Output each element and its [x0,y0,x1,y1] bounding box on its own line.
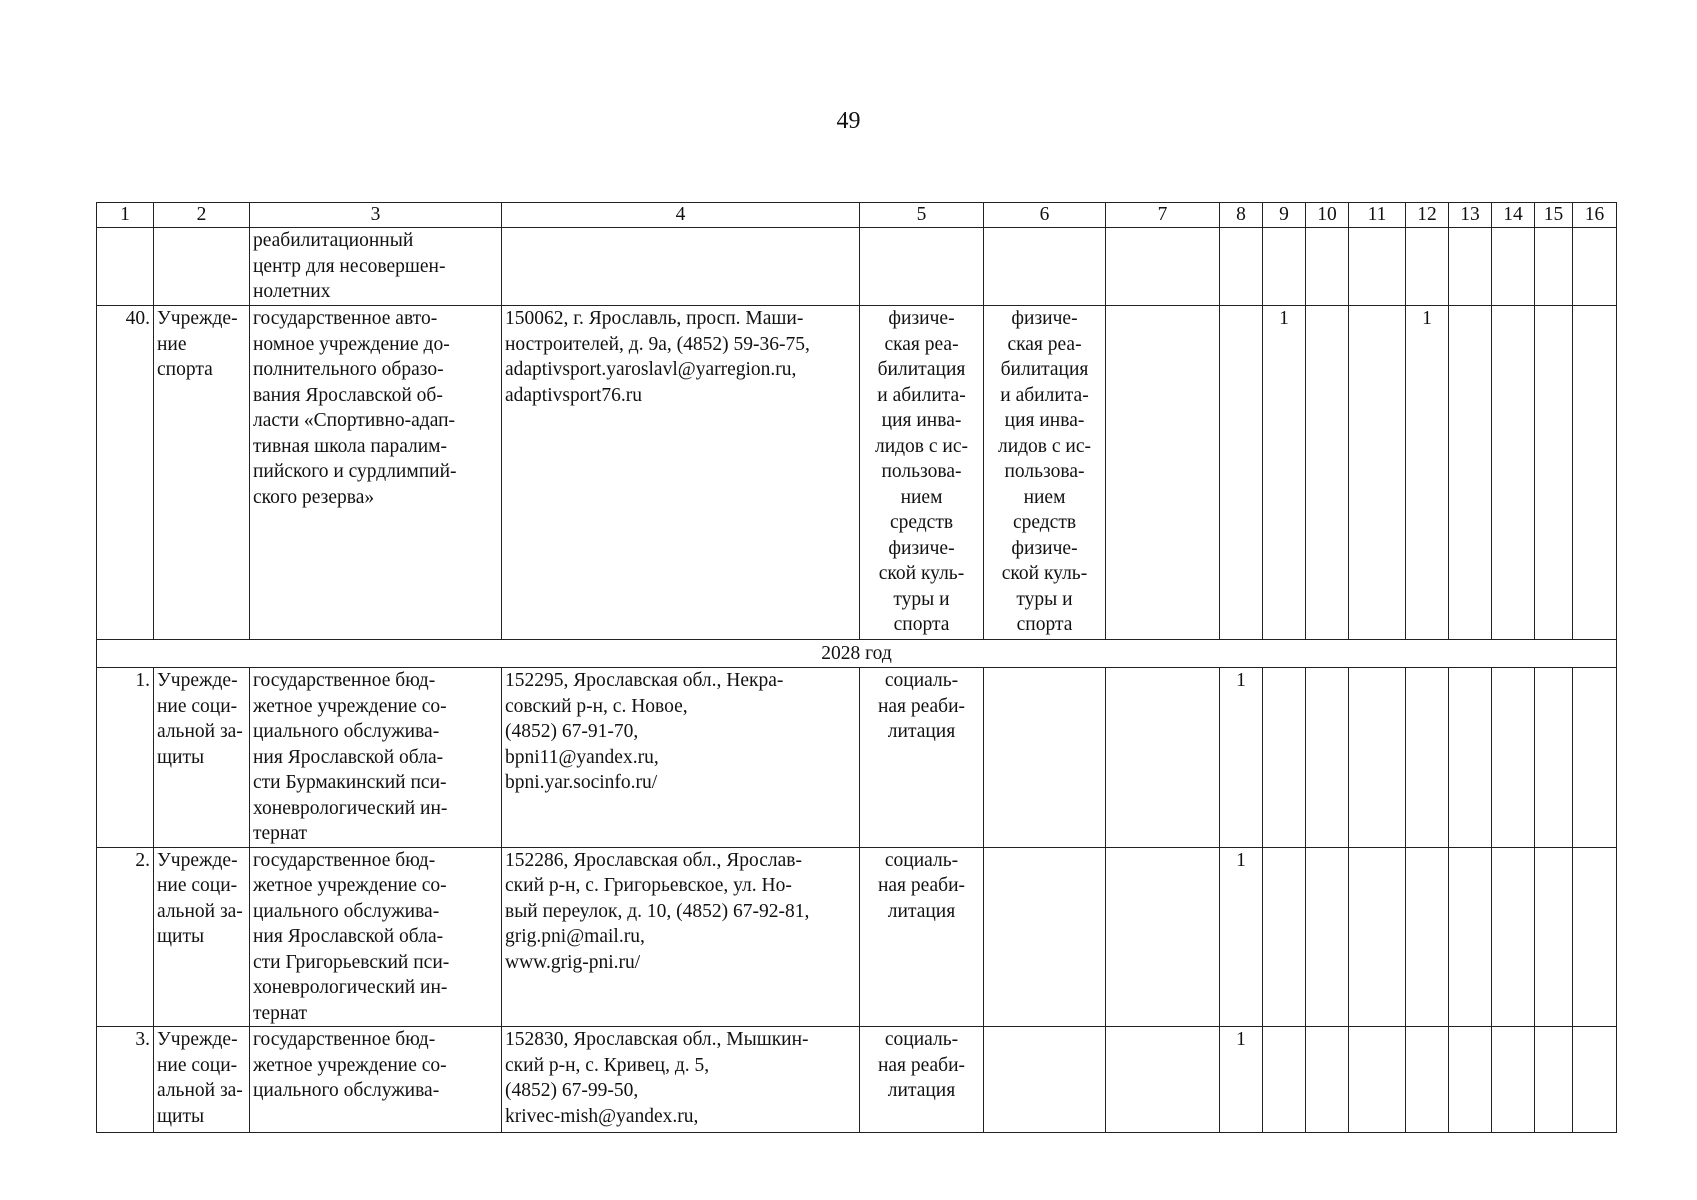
cell-name: реабилитационный центр для несовершен- нолетних [250,228,502,306]
header-cell: 3 [250,203,502,228]
header-cell: 5 [860,203,984,228]
header-cell: 15 [1535,203,1573,228]
institutions-table [96,202,1617,1133]
cell-col5: физиче- ская реа- билитация и абилита- ция инва- лидов с ис- пользова- нием средств физиче- ской куль- туры и спорта [860,306,984,640]
cell-address: 150062, г. Ярославль, просп. Маши- ностроителей, д. 9а, (4852) 59-36-75, adaptivsport.yaroslavl@yarregion.ru, adaptivsport76.ru [502,306,860,640]
cell-name: государственное авто- номное учреждение до- полнительного образо- вания Ярославской об- ласти «Спортивно-адап- тивная школа паралим- пийского и сурдлимпий- ского резерва» [250,306,502,640]
cell-col5 [860,228,984,306]
cell-address [502,228,860,306]
cell-col6 [984,228,1106,306]
table-row [97,306,1617,640]
cell-name: государственное бюд- жетное учреждение со- циального обслужива- [250,1027,502,1133]
cell-col5: социаль- ная реаби- литация [860,1027,984,1133]
cell-col5: социаль- ная реаби- литация [860,668,984,848]
table-row [97,668,1617,848]
cell-col8: 1 [1220,668,1263,848]
cell-address: 152295, Ярославская обл., Некра- совский р-н, с. Новое, (4852) 67-91-70, bpni11@yandex.ru, bpni.yar.socinfo.ru/ [502,668,860,848]
cell-number [97,228,154,306]
header-cell: 7 [1106,203,1220,228]
page-number: 49 [836,108,861,134]
header-row [97,203,1617,228]
header-cell: 6 [984,203,1106,228]
table-row [97,847,1617,1027]
cell-type: Учрежде- ние соци- альной за- щиты [154,1027,250,1133]
cell-address: 152286, Ярославская обл., Ярослав- ский р-н, с. Григорьевское, ул. Но- вый переулок, д. 10, (4852) 67-92-81, grig.pni@mail.ru, www.grig-pni.ru/ [502,847,860,1027]
header-cell: 13 [1449,203,1492,228]
cell-number: 40. [97,306,154,640]
header-cell: 10 [1306,203,1349,228]
cell-col12: 1 [1406,306,1449,640]
cell-name: государственное бюд- жетное учреждение со- циального обслужива- ния Ярославской обла- сти Бурмакинский пси- хоневрологический ин- тернат [250,668,502,848]
cell-type [154,228,250,306]
header-cell: 11 [1349,203,1406,228]
cell-col6: физиче- ская реа- билитация и абилита- ция инва- лидов с ис- пользова- нием средств физиче- ской куль- туры и спорта [984,306,1106,640]
cell-address: 152830, Ярославская обл., Мышкин- ский р-н, с. Кривец, д. 5, (4852) 67-99-50, krivec-mish@yandex.ru, [502,1027,860,1133]
section-title: 2028 год [97,640,1617,668]
cell-type: Учрежде- ние соци- альной за- щиты [154,847,250,1027]
header-cell: 9 [1263,203,1306,228]
cell-col5: социаль- ная реаби- литация [860,847,984,1027]
cell-type: Учрежде- ние спорта [154,306,250,640]
header-cell: 16 [1573,203,1617,228]
cell-number: 2. [97,847,154,1027]
header-cell: 2 [154,203,250,228]
cell-col9: 1 [1263,306,1306,640]
section-row [97,640,1617,668]
header-cell: 12 [1406,203,1449,228]
table-row [97,228,1617,306]
cell-col8: 1 [1220,847,1263,1027]
header-cell: 8 [1220,203,1263,228]
cell-name: государственное бюд- жетное учреждение со- циального обслужива- ния Ярославской обла- сти Григорьевский пси- хоневрологический ин- тернат [250,847,502,1027]
cell-number: 3. [97,1027,154,1133]
cell-type: Учрежде- ние соци- альной за- щиты [154,668,250,848]
table-row [97,1027,1617,1133]
header-cell: 4 [502,203,860,228]
header-cell: 1 [97,203,154,228]
header-cell: 14 [1492,203,1535,228]
cell-number: 1. [97,668,154,848]
cell-col8: 1 [1220,1027,1263,1133]
